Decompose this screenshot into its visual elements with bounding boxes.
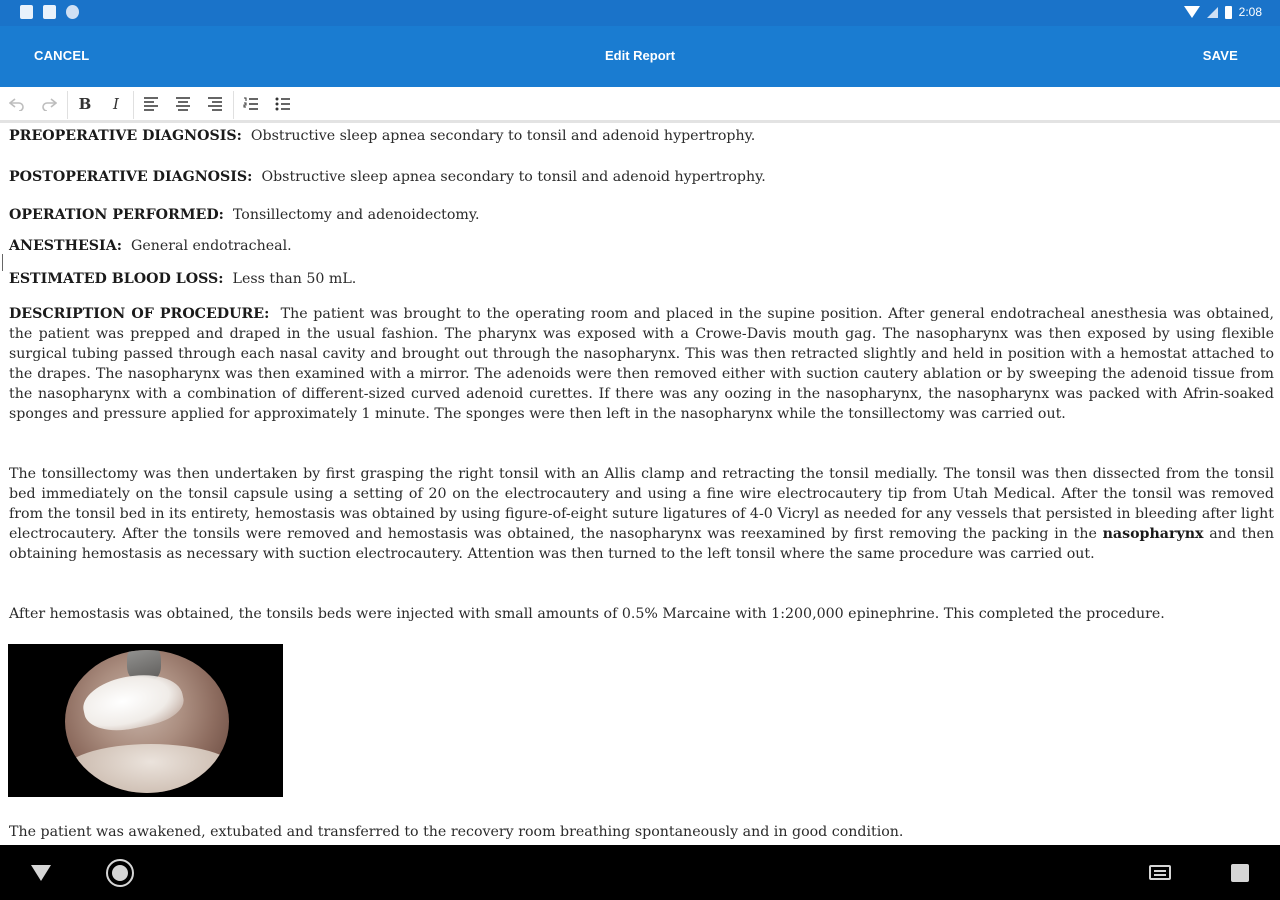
description-text: The patient was brought to the operating room and placed in the supine position. After general endotracheal anesthesia was obtained, the patient was prepped and draped in the usual fashion. The pharynx was exposed with a Crowe-Davis mouth gag. The nasopharynx was then exposed by using flexible surgical tubing passed through each nasal cavity and brought out through the nasopharynx. This was then retracted slightly and held in position with a hemostat attached to the drapes. The nasopharynx was then examined with a mirror. The adenoids were then removed either with suction cautery ablation or by sweeping the adenoid tissue from the nasopharynx with a combination of different-sized curved adenoid curettes. If there was any oozing in the nasopharynx, the nasopharynx was packed with Afrin-soaked sponges and pressure applied for approximately 1 minute. The sponges were then left in the nasopharynx while the tonsillectomy was carried out. [9,306,1274,422]
clipboard-icon [43,5,56,19]
app-bar [0,26,1280,87]
formatting-toolbar [0,87,1280,123]
save-button[interactable]: SAVE [1202,48,1238,63]
recents-icon[interactable] [1231,864,1249,882]
tonsil-text-after: and then obtaining hemostasis as necessary with suction electrocautery. Attention was then turned to the left tonsil where the same procedure was carried out. [9,526,1274,562]
status-left-icons [20,5,79,19]
navigation-bar [0,845,1280,900]
description-paragraph: DESCRIPTION OF PROCEDURE: The patient was brought to the operating room and placed in the supine position. After general endotracheal anesthesia was obtained, the patient was prepped and draped in the usual fashion. The pharynx was exposed with a Crowe-Davis mouth gag. The nasopharynx was then exposed by using flexible surgical tubing passed through each nasal cavity and brought out through the nasopharynx. This was then retracted slightly and held in position with a hemostat attached to the drapes. The nasopharynx was then examined with a mirror. The adenoids were then removed either with suction cautery ablation or by sweeping the adenoid tissue from the nasopharynx with a combination of different-sized curved adenoid curettes. If there was any oozing in the nasopharynx, the nasopharynx was packed with Afrin-soaked sponges and pressure applied for approximately 1 minute. The sponges were then left in the nasopharynx while the tonsillectomy was carried out. [9,306,1274,422]
preop-value: Obstructive sleep apnea secondary to tonsil and adenoid hypertrophy. [250,128,756,144]
redo-icon[interactable] [38,93,60,115]
cell-signal-icon [1207,7,1218,18]
hemostasis-paragraph: After hemostasis was obtained, the tonsils beds were injected with small amounts of 0.5% Marcaine with 1:200,000 epinephrine. This completed the procedure. [9,606,1165,622]
tissue-floor [65,744,229,793]
toolbar-divider [67,91,68,119]
italic-glyph: I [113,95,119,113]
wifi-icon [1184,6,1200,18]
status-right-icons [1184,5,1262,19]
preop-diagnosis: PREOPERATIVE DIAGNOSIS: Obstructive sleep apnea secondary to tonsil and adenoid hypertrophy. [9,128,756,144]
postop-diagnosis: POSTOPERATIVE DIAGNOSIS: Obstructive sleep apnea secondary to tonsil and adenoid hypertrophy. [9,169,766,185]
text-cursor [2,254,3,271]
cancel-button[interactable]: CANCEL [34,48,90,63]
description-label: DESCRIPTION OF PROCEDURE [9,306,265,322]
postop-value: Obstructive sleep apnea secondary to tonsil and adenoid hypertrophy. [261,169,766,185]
tonsillectomy-paragraph [9,464,1274,564]
back-icon[interactable] [31,865,51,881]
endoscopic-image[interactable] [8,644,283,797]
numbered-list-icon[interactable] [240,93,262,115]
tonsil-text-before: The tonsillectomy was then undertaken by first grasping the right tonsil with an Allis clamp and retracting the tonsil medially. The tonsil was then dissected from the tonsil bed immediately on the tonsil capsule using a setting of 20 on the electrocautery and using a fine wire electrocautery tip from Utah Medical. After the tonsil was removed from the tonsil bed in its entirety, hemostasis was obtained by using figure-of-eight suture ligatures of 4-0 Vicryl as needed for any vessels that persisted in bleeding after light electrocautery. After the tonsils were removed and hemostasis was obtained, the nasopharynx was reexamined by first removing the packing in the [9,466,1274,542]
bold-glyph: B [78,95,92,113]
preop-label: PREOPERATIVE DIAGNOSIS [9,128,237,144]
operation-label: OPERATION PERFORMED [9,207,219,223]
operation-performed: OPERATION PERFORMED: Tonsillectomy and adenoidectomy. [9,207,480,223]
toolbar-divider [233,91,234,119]
sync-icon [66,5,79,19]
status-bar [0,0,1280,26]
keyboard-icon[interactable] [1149,865,1171,880]
undo-icon[interactable] [6,93,28,115]
ebl-label: ESTIMATED BLOOD LOSS [9,271,219,287]
home-icon[interactable] [106,859,134,887]
postop-label: POSTOPERATIVE DIAGNOSIS [9,169,248,185]
estimated-blood-loss: ESTIMATED BLOOD LOSS: Less than 50 mL. [9,271,357,287]
closing-paragraph: The patient was awakened, extubated and transferred to the recovery room breathing spontaneously and in good condition. [9,824,904,840]
battery-icon [1225,6,1232,19]
align-left-icon[interactable] [140,93,162,115]
endoscope-view [65,650,229,793]
anesthesia-label: ANESTHESIA [9,238,117,254]
status-time: 2:08 [1238,5,1262,19]
italic-icon[interactable] [105,93,127,115]
operation-value: Tonsillectomy and adenoidectomy. [232,207,480,223]
align-right-icon[interactable] [204,93,226,115]
toolbar-divider [133,91,134,119]
tissue-highlight [79,666,188,738]
anesthesia: ANESTHESIA: General endotracheal. [9,238,292,254]
bold-icon[interactable] [74,93,96,115]
tonsil-bold-word: nasopharynx [1102,526,1204,542]
ebl-value: Less than 50 mL. [232,271,357,287]
anesthesia-value: General endotracheal. [130,238,292,254]
bulleted-list-icon[interactable] [272,93,294,115]
page-title: Edit Report [604,48,676,63]
notification-icon [20,5,33,19]
align-center-icon[interactable] [172,93,194,115]
